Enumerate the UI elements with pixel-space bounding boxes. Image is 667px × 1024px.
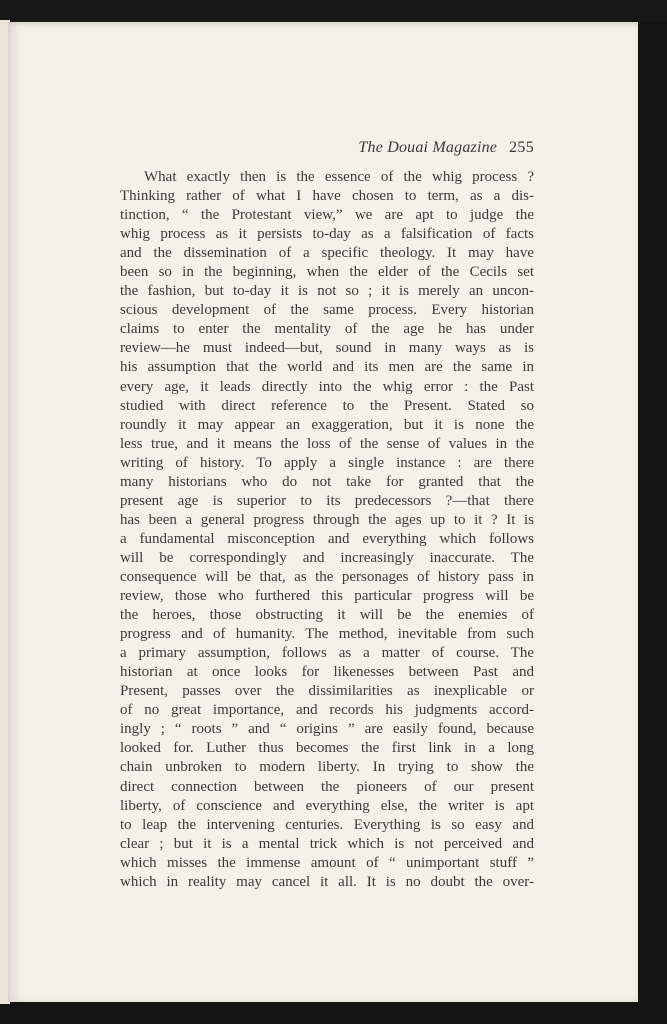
text-line: a fundamental misconception and everything which follows xyxy=(120,530,534,547)
text-line: to leap the intervening centuries. Everything is so easy and xyxy=(120,816,534,833)
magazine-title: The Douai Magazine xyxy=(358,139,498,156)
text-line: clear ; but it is a mental trick which is not perceived and xyxy=(120,835,534,852)
body-text xyxy=(120,168,534,892)
text-line: will be correspondingly and increasingly inaccurate. The xyxy=(120,549,534,566)
text-line: review, those who furthered this particular progress will be xyxy=(120,588,534,605)
text-line: Thinking rather of what I have chosen to term, as a dis- xyxy=(120,188,534,205)
text-line: the fashion, but to-day it is not so ; it is merely an uncon- xyxy=(120,283,534,300)
text-line: every age, it leads directly into the whig error : the Past xyxy=(120,378,534,395)
text-line: of no great importance, and records his judgments accord- xyxy=(120,702,534,719)
text-line: the heroes, those obstructing it will be the enemies of xyxy=(120,607,534,624)
text-line: his assumption that the world and its men are the same in xyxy=(120,359,534,376)
text-line: been so in the beginning, when the elder of the Cecils set xyxy=(120,264,534,281)
text-line: present age is superior to its predecessors ?—that there xyxy=(120,492,534,509)
text-line: progress and of humanity. The method, inevitable from such xyxy=(120,626,534,643)
text-line: liberty, of conscience and everything else, the writer is apt xyxy=(120,797,534,814)
text-line: tinction, “ the Protestant view,” we are apt to judge the xyxy=(120,207,534,224)
text-line: consequence will be that, as the personages of history pass in xyxy=(120,568,534,585)
page-number: 255 xyxy=(509,139,534,156)
text-line: chain unbroken to modern liberty. In trying to show the xyxy=(120,759,534,776)
running-header xyxy=(120,139,534,157)
text-line: claims to enter the mentality of the age he has under xyxy=(120,321,534,338)
text-line: What exactly then is the essence of the whig process ? xyxy=(144,169,534,185)
text-line: scious development of the same process. Every historian xyxy=(120,302,534,319)
text-line: historian at once looks for likenesses between Past and xyxy=(120,664,534,681)
text-line: a primary assumption, follows as a matter of course. The xyxy=(120,645,534,662)
scan-background xyxy=(0,0,667,22)
text-line: less true, and it means the loss of the sense of values in the xyxy=(120,435,534,452)
text-line: which misses the immense amount of “ unimportant stuff ” xyxy=(120,854,534,871)
text-line: and the dissemination of a specific theology. It may have xyxy=(120,245,534,262)
text-line: studied with direct reference to the Present. Stated so xyxy=(120,397,534,414)
text-line: looked for. Luther thus becomes the first link in a long xyxy=(120,740,534,757)
text-line: which in reality may cancel it all. It is no doubt the over- xyxy=(120,873,534,890)
text-line: Present, passes over the dissimilarities as inexplicable or xyxy=(120,683,534,700)
text-line: writing of history. To apply a single instance : are there xyxy=(120,454,534,471)
text-line: review—he must indeed—but, sound in many ways as is xyxy=(120,340,534,357)
text-line: direct connection between the pioneers of our present xyxy=(120,778,534,795)
text-line: whig process as it persists to-day as a falsification of facts xyxy=(120,226,534,243)
text-line: has been a general progress through the ages up to it ? It is xyxy=(120,511,534,528)
text-line: ingly ; “ roots ” and “ origins ” are easily found, because xyxy=(120,721,534,738)
book-page xyxy=(8,22,638,1002)
text-line: roundly it may appear an exaggeration, but it is none the xyxy=(120,416,534,433)
text-line: many historians who do not take for granted that the xyxy=(120,473,534,490)
